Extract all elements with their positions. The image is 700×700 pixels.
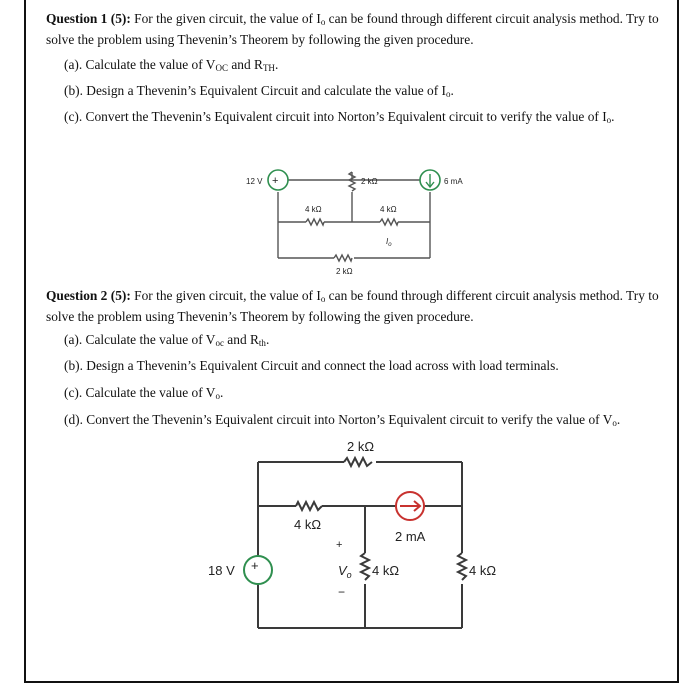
q1-r-bottom-label: 2 kΩ: [336, 267, 353, 276]
q1-vsource-plus: +: [272, 175, 279, 187]
q2-vsource-plus: +: [251, 558, 259, 573]
q2-r-top-label: 2 kΩ: [347, 439, 375, 454]
q2-resistor-mid: [361, 553, 369, 580]
q2-part-a: (a). Calculate the value of $V_{oc}$ and $R_{th}$.: [64, 332, 270, 348]
q1-part-b: (b). Design a Thevenin’s Equivalent Circuit and calculate the value of $I_o$.: [64, 83, 454, 99]
q1-part-c: (c). Convert the Thevenin’s Equivalent circuit into Norton’s Equivalent circuit to verify the value of $I_o$.: [64, 109, 615, 125]
q2-resistor-right: [458, 553, 466, 580]
q2-resistor-left: [296, 502, 322, 510]
q1-part-a: (a). Calculate the value of $V_{OC}$ and $R_{TH}$.: [64, 57, 279, 73]
q1-io-label: $I_o$: [386, 237, 392, 248]
q2-vo-minus: −: [338, 585, 346, 599]
q2-resistor-top: [344, 458, 372, 466]
q1-r-top-label: 2 kΩ: [361, 177, 378, 186]
q2-r-mid-label: 4 kΩ: [372, 563, 400, 578]
q1-r-left-label: 4 kΩ: [305, 205, 322, 214]
q2-vo-label: $V_o$: [338, 563, 352, 580]
q1-isource-label: 6 mA: [444, 177, 463, 186]
q2-r-right-label: 4 kΩ: [469, 563, 497, 578]
q2-part-c: (c). Calculate the value of $V_o$.: [64, 385, 224, 401]
q2-intro: Question 2 (5): For the given circuit, the value of $I_o$ can be found through different circuit analysis method. Try to solve the problem using Thevenin’s Theorem by following the given procedure.: [46, 288, 659, 324]
q1-vsource-label: 12 V: [246, 177, 263, 186]
q2-vo-plus: +: [336, 539, 343, 551]
q2-vsource-label: 18 V: [208, 563, 235, 578]
q2-isource-label: 2 mA: [395, 529, 426, 544]
q2-r-left-label: 4 kΩ: [294, 517, 322, 532]
q2-part-d: (d). Convert the Thevenin’s Equivalent circuit into Norton’s Equivalent circuit to verify the value of $V_o$.: [64, 412, 621, 428]
q1-intro: Question 1 (5): For the given circuit, the value of $I_o$ can be found through different circuit analysis method. Try to solve the problem using Thevenin’s Theorem by following the given procedure.: [46, 11, 659, 47]
q2-part-b: (b). Design a Thevenin’s Equivalent Circuit and connect the load across with load terminals.: [64, 358, 559, 373]
q1-r-right-label: 4 kΩ: [380, 205, 397, 214]
